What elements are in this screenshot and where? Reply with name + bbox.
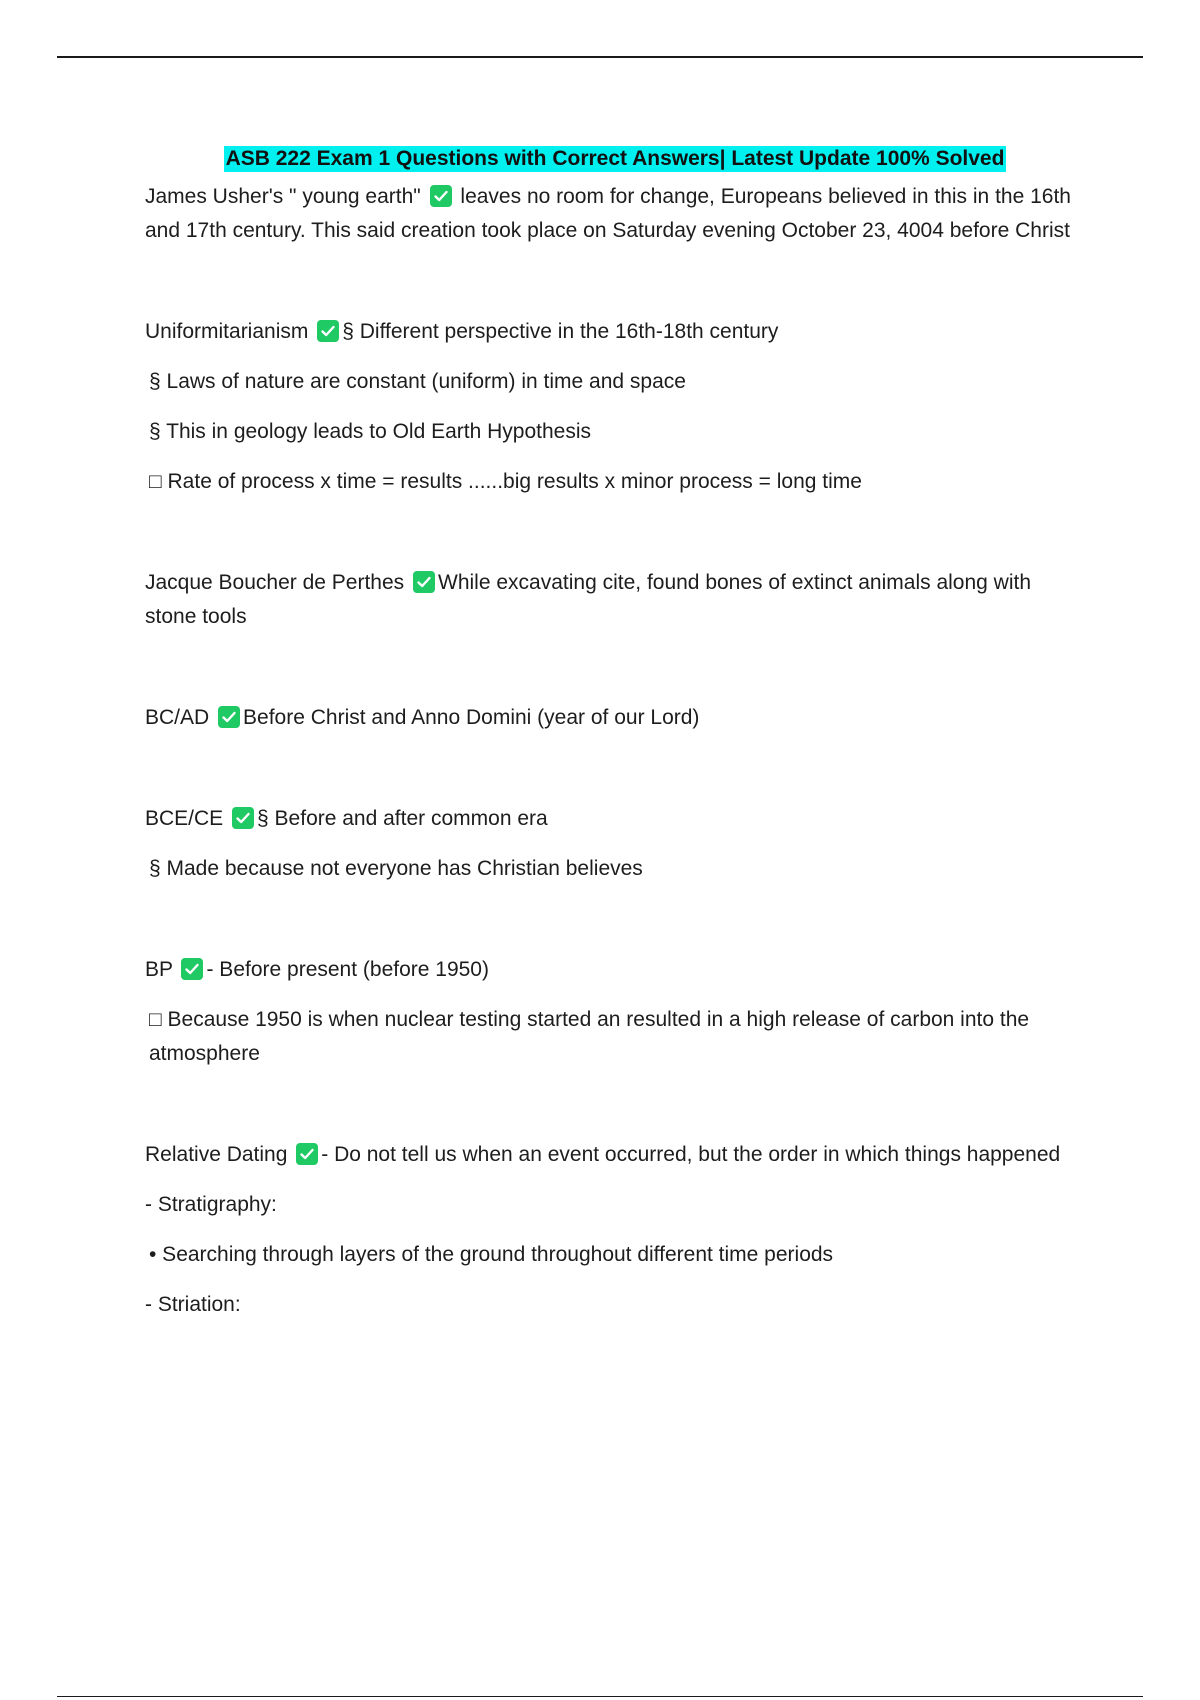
term: BC/AD <box>145 706 210 729</box>
qa-entry-uniformitarianism <box>145 315 1085 349</box>
answer-line: □ Because 1950 is when nuclear testing started an resulted in a high release of carbon into the atmosphere <box>149 1008 1030 1065</box>
document-title: ASB 222 Exam 1 Questions with Correct Answers| Latest Update 100% Solved <box>225 147 1005 170</box>
answer: - Before present (before 1950) <box>206 958 489 981</box>
answer-line: □ Rate of process x time = results ......big results x minor process = long time <box>149 470 862 493</box>
answer-line: • Searching through layers of the ground throughout different time periods <box>149 1243 834 1266</box>
term: Relative Dating <box>145 1143 288 1166</box>
answer: leaves no room for change, Europeans believed in this in the 16th and 17th century. This said creation took place on Saturday evening October 23, 4004 before Christ <box>145 185 1071 242</box>
document-page <box>145 146 1085 1322</box>
check-icon <box>413 571 435 593</box>
check-icon <box>430 185 452 207</box>
qa-entry-relative-dating <box>145 1138 1085 1172</box>
check-icon <box>317 320 339 342</box>
qa-entry-boucher <box>145 566 1085 634</box>
answer-line: - Striation: <box>145 1293 241 1316</box>
answer-line: § This in geology leads to Old Earth Hypothesis <box>149 420 592 443</box>
answer-line: - Stratigraphy: <box>145 1193 277 1216</box>
answer: - Do not tell us when an event occurred, but the order in which things happened <box>321 1143 1061 1166</box>
check-icon <box>232 807 254 829</box>
term: Uniformitarianism <box>145 320 309 343</box>
term: James Usher's " young earth" <box>145 185 421 208</box>
header-rule <box>57 56 1143 58</box>
answer: § Before and after common era <box>257 807 548 830</box>
term: Jacque Boucher de Perthes <box>145 571 405 594</box>
answer-line: § Laws of nature are constant (uniform) in time and space <box>149 370 686 393</box>
check-icon <box>181 958 203 980</box>
check-icon <box>296 1143 318 1165</box>
answer: Before Christ and Anno Domini (year of our Lord) <box>243 706 700 729</box>
term: BCE/CE <box>145 807 224 830</box>
qa-entry-bc-ad <box>145 701 1085 735</box>
qa-entry-bce-ce <box>145 802 1085 836</box>
footer-rule <box>57 1696 1143 1697</box>
qa-entry-usher <box>145 180 1085 248</box>
check-icon <box>218 706 240 728</box>
qa-entry-bp <box>145 953 1085 987</box>
answer-line: § Made because not everyone has Christian believes <box>149 857 643 880</box>
answer: § Different perspective in the 16th-18th century <box>342 320 779 343</box>
term: BP <box>145 958 173 981</box>
title-row <box>145 146 1085 172</box>
answer: While excavating cite, found bones of extinct animals along with stone tools <box>145 571 1032 628</box>
